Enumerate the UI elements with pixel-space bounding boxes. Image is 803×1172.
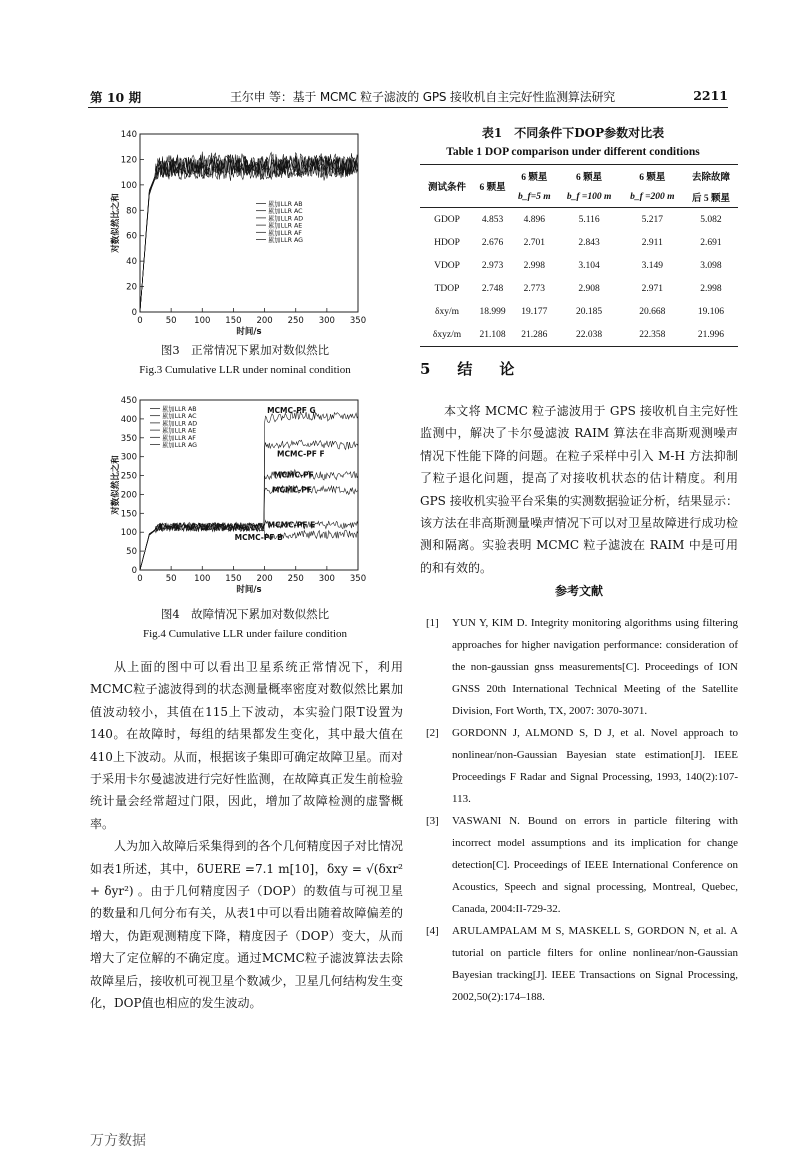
table-cell: 2.908 [578, 283, 600, 294]
table-header-row [420, 165, 738, 187]
chart-annotation: MCMC-PF [272, 485, 312, 495]
table-header-cell: 后 5 颗星 [684, 186, 738, 208]
legend-label: 累加LLR AF [162, 434, 196, 442]
y-tick-label: 120 [120, 155, 137, 166]
reference-number: [1] [426, 617, 439, 629]
legend-label: 累加LLR AD [162, 420, 198, 428]
figure-3-caption-en: Fig.3 Cumulative LLR under nominal condition [139, 364, 351, 376]
series-line [140, 155, 358, 312]
table-header-cell: 6 颗星 [511, 165, 557, 187]
x-tick-label: 50 [165, 574, 177, 584]
reference-number: [2] [426, 727, 439, 739]
table-cell: 4.853 [481, 214, 504, 225]
table-cell: 20.185 [576, 306, 603, 317]
x-axis-label: 时间/s [236, 327, 262, 337]
reference-text: ARULAMPALAM M S, MASKELL S, GORDON N, et al. A tutorial on particle filters for online nonlinear/non-Gaussian Bayesian tracking[J]. IEEE Transactions on Signal Processing, 2002,50(2):174–188. [452, 925, 738, 1003]
table-cell: 2.998 [523, 260, 546, 271]
y-tick-label: 0 [131, 308, 137, 318]
series-line [140, 156, 358, 313]
body-paragraph-2: 人为加入故障后采集得到的各个几何精度因子对比情况如表1所述，其中，δUERE =7.1 m[10]，δxy = √(δxr² + δyr²) 。由于几何精度因子（DOP）的数值与可视卫星的数量和几何分布有关，从表1中可以看出随着故障偏差的增大，伪距观测精度下降，精度因子（DOP）变大，从而增大了定位解的不确定度。通过MCMC粒子滤波算法去除故障星后，接收机可视卫星个数减少，卫星几何结构发生变化，DOP值也相应的发生波动。 [90, 839, 403, 1011]
y-tick-label: 80 [126, 206, 137, 217]
table-row-label: TDOP [434, 283, 460, 294]
table-row-label: HDOP [434, 237, 460, 248]
series-line [140, 154, 358, 312]
table-row-label: δxy/m [435, 306, 460, 317]
table-row [420, 323, 738, 347]
table-cell: 2.748 [481, 283, 504, 294]
legend-label: 累加LLR AB [162, 406, 197, 413]
x-tick-label: 0 [137, 574, 143, 584]
table-cell: 3.149 [641, 260, 663, 271]
legend-label: 累加LLR AG [268, 237, 304, 244]
table-1-title-en: Table 1 DOP comparison under different conditions [446, 146, 700, 158]
y-tick-label: 350 [120, 433, 137, 444]
y-tick-label: 60 [126, 231, 137, 242]
page-number: 2211 [693, 88, 728, 103]
conclusion-paragraph: 本文将 MCMC 粒子滤波用于 GPS 接收机自主完好性监测中，解决了卡尔曼滤波 RAIM 算法在非高斯观测噪声情况下性能下降的问题。在粒子采样中引入 M-H 方法抑制了粒子退化问题，提高了对接收机状态的估计精度。利用 GPS 接收机实验平台采集的实测数据验证分析，结果显示：该方法在非高斯测量噪声情况下可以对卫星故障进行成功检测和隔离。实验表明 MCMC 粒子滤波在 RAIM 中是可用的和有效的。 [420, 404, 738, 575]
x-tick-label: 250 [287, 316, 304, 326]
table-row [420, 231, 738, 254]
x-tick-label: 350 [349, 316, 367, 326]
y-tick-label: 200 [120, 490, 137, 501]
table-cell: 2.691 [700, 237, 722, 248]
header-rule [88, 107, 728, 108]
y-tick-label: 20 [126, 282, 137, 293]
reference-item [420, 722, 738, 810]
legend-label: 累加LLR AF [268, 229, 302, 237]
table-row-label: GDOP [434, 214, 460, 225]
table-header-cell: b_f=5 m [511, 186, 557, 208]
table-cell: 2.843 [578, 237, 600, 248]
x-tick-label: 250 [287, 574, 304, 584]
y-tick-label: 150 [120, 509, 137, 520]
series-line [140, 153, 358, 312]
reference-item [420, 810, 738, 920]
x-tick-label: 300 [318, 316, 335, 326]
table-cell: 4.896 [523, 214, 546, 225]
chart-annotation: MCMC-PF F [277, 449, 325, 459]
footer-watermark: 万方数据 [90, 1133, 146, 1149]
legend-label: 累加LLR AC [268, 208, 303, 216]
table-row-label: δxyz/m [420, 323, 474, 347]
legend-label: 累加LLR AD [268, 215, 304, 223]
y-tick-label: 100 [120, 180, 137, 191]
y-tick-label: 400 [120, 414, 137, 425]
x-tick-label: 350 [349, 574, 367, 584]
x-tick-label: 200 [256, 316, 273, 326]
table-cell: 21.286 [511, 323, 557, 347]
series-line [140, 470, 358, 570]
y-tick-label: 300 [120, 452, 137, 463]
table-row [420, 277, 738, 300]
table-header-cell: b_f =200 m [621, 186, 684, 208]
chart-annotation: MCMC-PF B [234, 532, 283, 542]
legend-label: 累加LLR AE [162, 427, 197, 435]
conclusion-text [420, 400, 738, 579]
table-cell: 19.177 [521, 306, 548, 317]
table-cell: 18.999 [479, 306, 506, 317]
table-cell: 2.911 [641, 237, 663, 248]
table-cell: 3.098 [700, 260, 722, 271]
x-tick-label: 150 [225, 574, 242, 584]
legend-label: 累加LLR AB [268, 201, 303, 208]
y-tick-label: 140 [120, 130, 137, 140]
x-tick-label: 50 [165, 316, 177, 326]
y-tick-label: 250 [120, 471, 137, 482]
y-axis-label: 对数似然比之和 [111, 193, 121, 253]
x-tick-label: 150 [225, 316, 242, 326]
reference-item [420, 920, 738, 1008]
section-5-heading: 5 结 论 [420, 360, 521, 378]
chart-annotation: MCMC-PF G [267, 406, 316, 416]
running-header [90, 88, 728, 106]
table-header-cell: 6 颗星 [474, 165, 511, 208]
table-cell: 5.116 [578, 214, 600, 225]
running-title: 王尔申 等：基于 MCMC 粒子滤波的 GPS 接收机自主完好性监测算法研究 [230, 90, 616, 104]
table-cell: 2.701 [523, 237, 546, 248]
y-tick-label: 100 [120, 528, 137, 539]
table-cell: 5.217 [641, 214, 663, 225]
table-cell: 2.773 [523, 283, 546, 294]
reference-number: [4] [426, 925, 439, 937]
table-cell: 5.082 [700, 214, 722, 225]
body-text-left [90, 656, 403, 1015]
table-header-cell: 去除故障 [684, 165, 738, 187]
chart-annotation: MCMC-PF [273, 470, 314, 480]
y-tick-label: 50 [126, 547, 137, 558]
reference-item [420, 612, 738, 722]
table-row [420, 254, 738, 277]
table-header-cell: 测试条件 [420, 165, 474, 208]
table-cell: 2.971 [641, 283, 663, 294]
table-cell: 22.038 [558, 323, 621, 347]
table-1-title-cn: 表1 不同条件下DOP参数对比表 [481, 126, 665, 140]
y-axis-label: 对数似然比之和 [111, 455, 121, 515]
series-line [140, 440, 358, 570]
table-cell: 20.668 [639, 306, 666, 317]
table-cell: 3.104 [578, 260, 600, 271]
y-tick-label: 0 [131, 566, 137, 576]
table-header-cell: 6 颗星 [558, 165, 621, 187]
reference-text: GORDONN J, ALMOND S, D J, et al. Novel approach to nonlinear/non-Gaussian Bayesian state estimation[J]. IEEE Proceedings F Radar and Signal Processing, 1993, 140(2):107-113. [452, 727, 738, 805]
figure-4-caption-en: Fig.4 Cumulative LLR under failure condition [142, 628, 348, 640]
table-header-cell: 6 颗星 [621, 165, 684, 187]
issue-number: 第 10 期 [90, 90, 142, 105]
table-cell: 19.106 [697, 306, 725, 317]
table-cell: 21.996 [684, 323, 738, 347]
table-row-label: VDOP [434, 260, 460, 271]
table-cell: 21.108 [474, 323, 511, 347]
reference-number: [3] [426, 815, 439, 827]
references-title: 参考文献 [554, 584, 603, 598]
reference-text: YUN Y, KIM D. Integrity monitoring algorithms using filtering approaches for higher navigation performance: consideration of the non-gaussian gnss measurements[C]. Proceedings of ION GNSS 20th International Technical Meeting of the Satellite Division, Fort Worth, TX, 2007: 3070-3071. [452, 617, 738, 717]
body-paragraph-1: 从上面的图中可以看出卫星系统正常情况下，利用MCMC粒子滤波得到的状态测量概率密度对数似然比累加值波动较小，其值在115上下波动，本实验门限T设置为140。在故障时，每组的结果都发生变化，其中最大值在410上下波动。从而，根据该子集即可确定故障卫星。而对于采用卡尔曼滤波进行完好性监测，在故障真正发生前检验统计量会经常超过门限，因此，增加了故障检测的虚警概率。 [90, 660, 403, 831]
figure-3-chart [108, 126, 380, 340]
references-list [420, 612, 738, 1008]
legend-label: 累加LLR AG [162, 442, 198, 449]
figure-3-caption-cn: 图3 正常情况下累加对数似然比 [160, 343, 330, 357]
figure-4-caption-cn: 图4 故障情况下累加对数似然比 [160, 607, 330, 621]
x-axis-label: 时间/s [236, 585, 262, 595]
x-tick-label: 100 [194, 574, 211, 584]
x-tick-label: 100 [194, 316, 211, 326]
legend-label: 累加LLR AE [268, 222, 303, 230]
table-cell: 22.358 [621, 323, 684, 347]
x-tick-label: 0 [137, 316, 143, 326]
dop-table [420, 164, 738, 347]
table-cell: 2.676 [481, 237, 504, 248]
table-cell: 2.998 [700, 283, 722, 294]
series-line [140, 153, 358, 313]
figure-4-chart [108, 392, 380, 598]
legend-label: 累加LLR AC [162, 413, 197, 421]
table-row [420, 208, 738, 232]
reference-text: VASWANI N. Bound on errors in particle filtering with incorrect model assumptions and its implication for change detection[C]. Proceedings of IEEE International Conference on Acoustics, Speech and signal processing, Montreal, Quebec, Canada, 2004:II-729-32. [452, 815, 738, 915]
y-tick-label: 40 [126, 257, 137, 268]
table-row [420, 300, 738, 323]
y-tick-label: 450 [120, 396, 137, 406]
table-header-cell: b_f =100 m [558, 186, 621, 208]
x-tick-label: 300 [318, 574, 335, 584]
chart-annotation: MCMC-PF E [267, 520, 316, 530]
x-tick-label: 200 [256, 574, 273, 584]
table-cell: 2.973 [481, 260, 504, 271]
